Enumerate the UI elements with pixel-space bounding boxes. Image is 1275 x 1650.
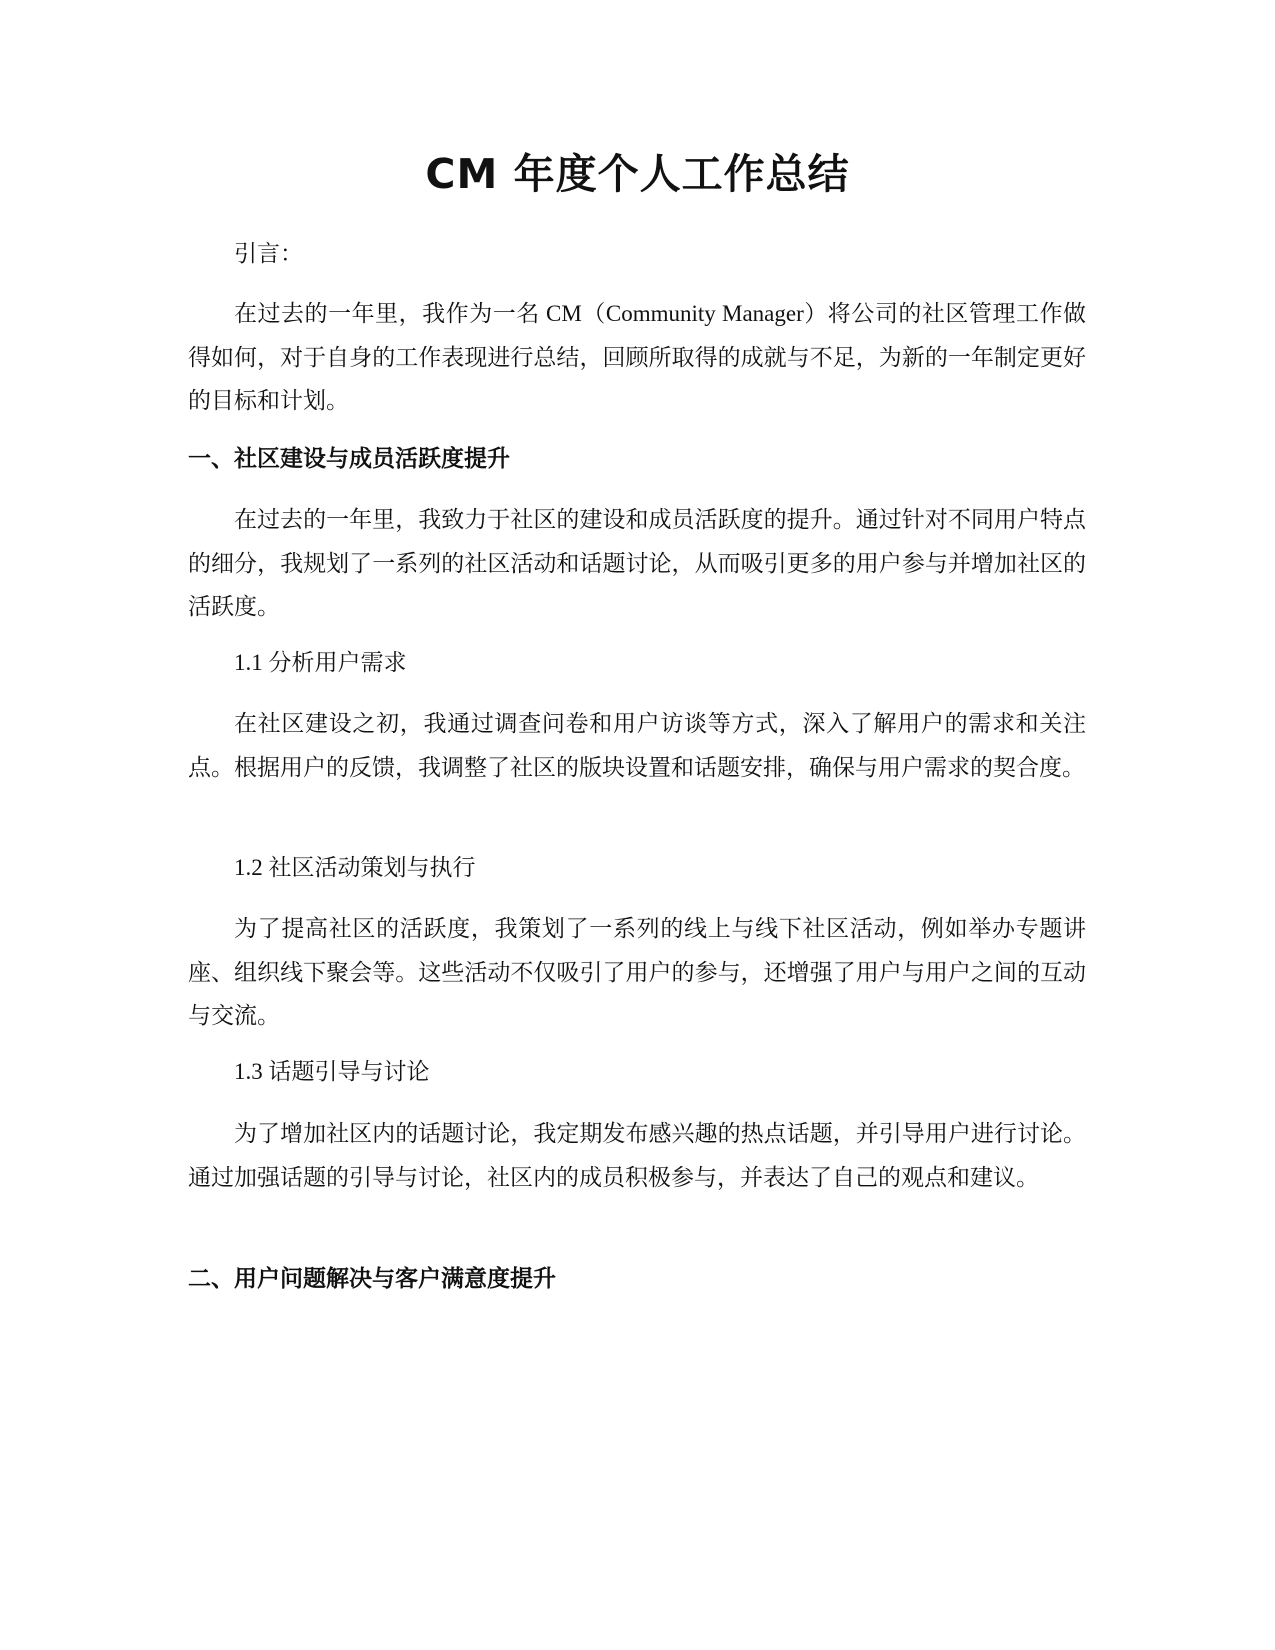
subsection-1-2-paragraph: 为了提高社区的活跃度，我策划了一系列的线上与线下社区活动，例如举办专题讲座、组织线下聚会等。这些活动不仅吸引了用户的参与，还增强了用户与用户之间的互动与交流。 [188,916,1086,1028]
subsection-1-3-heading: 1.3 话题引导与讨论 [234,1059,430,1084]
document-title: CM 年度个人工作总结 [425,150,850,198]
subsection-1-1-heading: 1.1 分析用户需求 [234,650,407,675]
section1-paragraph: 在过去的一年里，我致力于社区的建设和成员活跃度的提升。通过针对不同用户特点的细分，我规划了一系列的社区活动和话题讨论，从而吸引更多的用户参与并增加社区的活跃度。 [188,507,1086,619]
intro-label: 引言： [234,241,303,266]
subsection-1-3-paragraph: 为了增加社区内的话题讨论，我定期发布感兴趣的热点话题，并引导用户进行讨论。通过加强话题的引导与讨论，社区内的成员积极参与，并表达了自己的观点和建议。 [188,1121,1086,1190]
subsection-1-2-heading: 1.2 社区活动策划与执行 [234,855,476,880]
subsection-1-1-paragraph: 在社区建设之初，我通过调查问卷和用户访谈等方式，深入了解用户的需求和关注点。根据用户的反馈，我调整了社区的版块设置和话题安排，确保与用户需求的契合度。 [188,711,1086,780]
intro-paragraph: 在过去的一年里，我作为一名 CM（Community Manager）将公司的社区管理工作做得如何，对于自身的工作表现进行总结，回顾所取得的成就与不足，为新的一年制定更好的目标和计划。 [188,301,1086,413]
section1-heading: 一、社区建设与成员活跃度提升 [188,446,510,472]
section2-heading: 二、用户问题解决与客户满意度提升 [188,1266,556,1292]
